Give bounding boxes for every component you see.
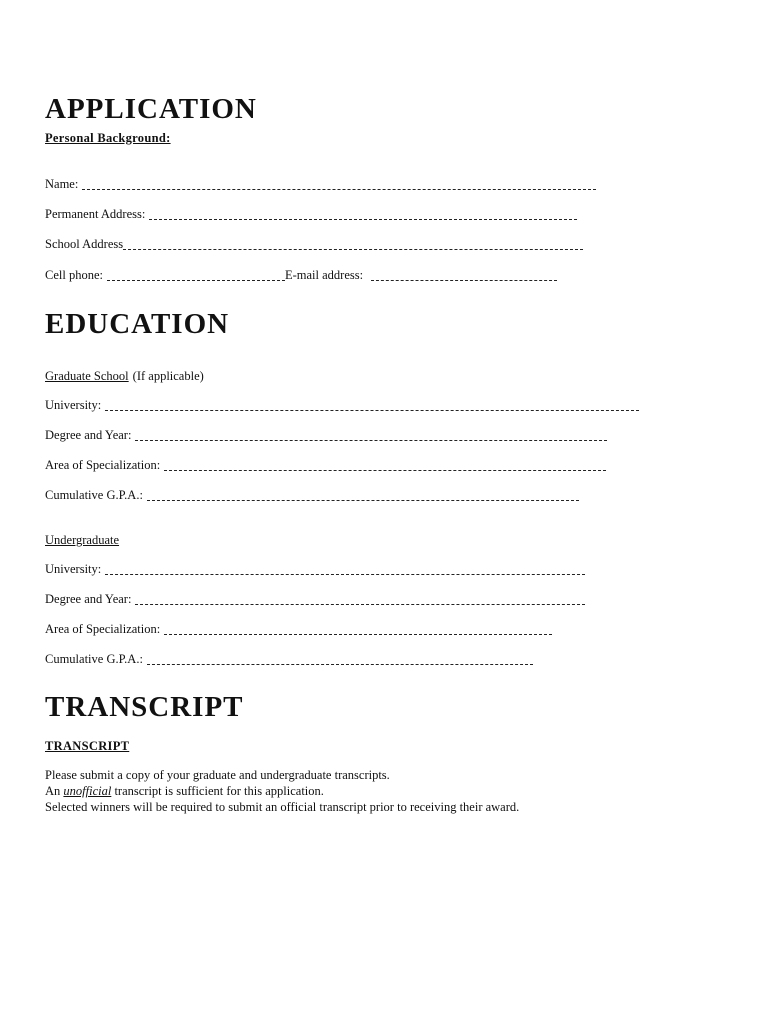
education-heading: EDUCATION [45, 308, 230, 340]
transcript-line-1: Please submit a copy of your graduate and undergraduate transcripts. [45, 768, 390, 782]
ug-gpa-input-line[interactable] [147, 664, 533, 665]
name-label: Name: [45, 177, 79, 191]
grad-gpa-field-row [45, 487, 579, 503]
undergraduate-heading-row [45, 532, 119, 548]
ug-degree-input-line[interactable] [135, 604, 585, 605]
ug-university-input-line[interactable] [105, 574, 585, 575]
permanent-address-field-row [45, 206, 577, 222]
grad-university-label: University: [45, 398, 102, 412]
graduate-school-heading-row [45, 368, 204, 384]
transcript-line-2 [45, 783, 519, 799]
ug-gpa-field-row [45, 651, 533, 667]
personal-background-subheading: Personal Background: [45, 131, 171, 145]
ug-degree-field-row [45, 591, 585, 607]
ug-university-label: University: [45, 562, 102, 576]
grad-gpa-label: Cumulative G.P.A.: [45, 488, 143, 502]
school-address-field-row [45, 236, 583, 252]
grad-university-input-line[interactable] [105, 410, 639, 411]
grad-university-field-row [45, 397, 639, 413]
permanent-address-input-line[interactable] [149, 219, 577, 220]
application-heading: APPLICATION [45, 93, 257, 125]
transcript-heading: TRANSCRIPT [45, 691, 244, 723]
transcript-line-2-emphasis: unofficial [63, 784, 112, 798]
grad-degree-label: Degree and Year: [45, 428, 132, 442]
school-address-label: School Address [45, 237, 124, 251]
grad-specialization-field-row [45, 457, 606, 473]
permanent-address-label: Permanent Address: [45, 207, 146, 221]
ug-specialization-label: Area of Specialization: [45, 622, 161, 636]
transcript-subheading: TRANSCRIPT [45, 739, 130, 753]
transcript-instructions [45, 767, 519, 815]
grad-degree-input-line[interactable] [135, 440, 607, 441]
grad-specialization-label: Area of Specialization: [45, 458, 161, 472]
contact-field-row [45, 267, 557, 283]
grad-degree-field-row [45, 427, 607, 443]
ug-degree-label: Degree and Year: [45, 592, 132, 606]
ug-specialization-input-line[interactable] [164, 634, 552, 635]
graduate-school-note: (If applicable) [132, 369, 204, 383]
cell-phone-input-line[interactable] [107, 280, 285, 281]
grad-gpa-input-line[interactable] [147, 500, 579, 501]
name-field-row [45, 176, 596, 192]
email-label: E-mail address: [284, 268, 364, 282]
ug-specialization-field-row [45, 621, 552, 637]
transcript-line-2-prefix: An [45, 784, 61, 798]
ug-gpa-label: Cumulative G.P.A.: [45, 652, 143, 666]
email-input-line[interactable] [371, 280, 557, 281]
graduate-school-heading: Graduate School [45, 369, 129, 383]
undergraduate-heading: Undergraduate [45, 533, 120, 547]
grad-specialization-input-line[interactable] [164, 470, 606, 471]
transcript-line-2-suffix: transcript is sufficient for this application. [114, 784, 324, 798]
ug-university-field-row [45, 561, 585, 577]
transcript-line-3: Selected winners will be required to submit an official transcript prior to receiving their award. [45, 800, 520, 814]
cell-phone-label: Cell phone: [45, 268, 103, 282]
school-address-input-line[interactable] [123, 249, 583, 250]
name-input-line[interactable] [82, 189, 596, 190]
